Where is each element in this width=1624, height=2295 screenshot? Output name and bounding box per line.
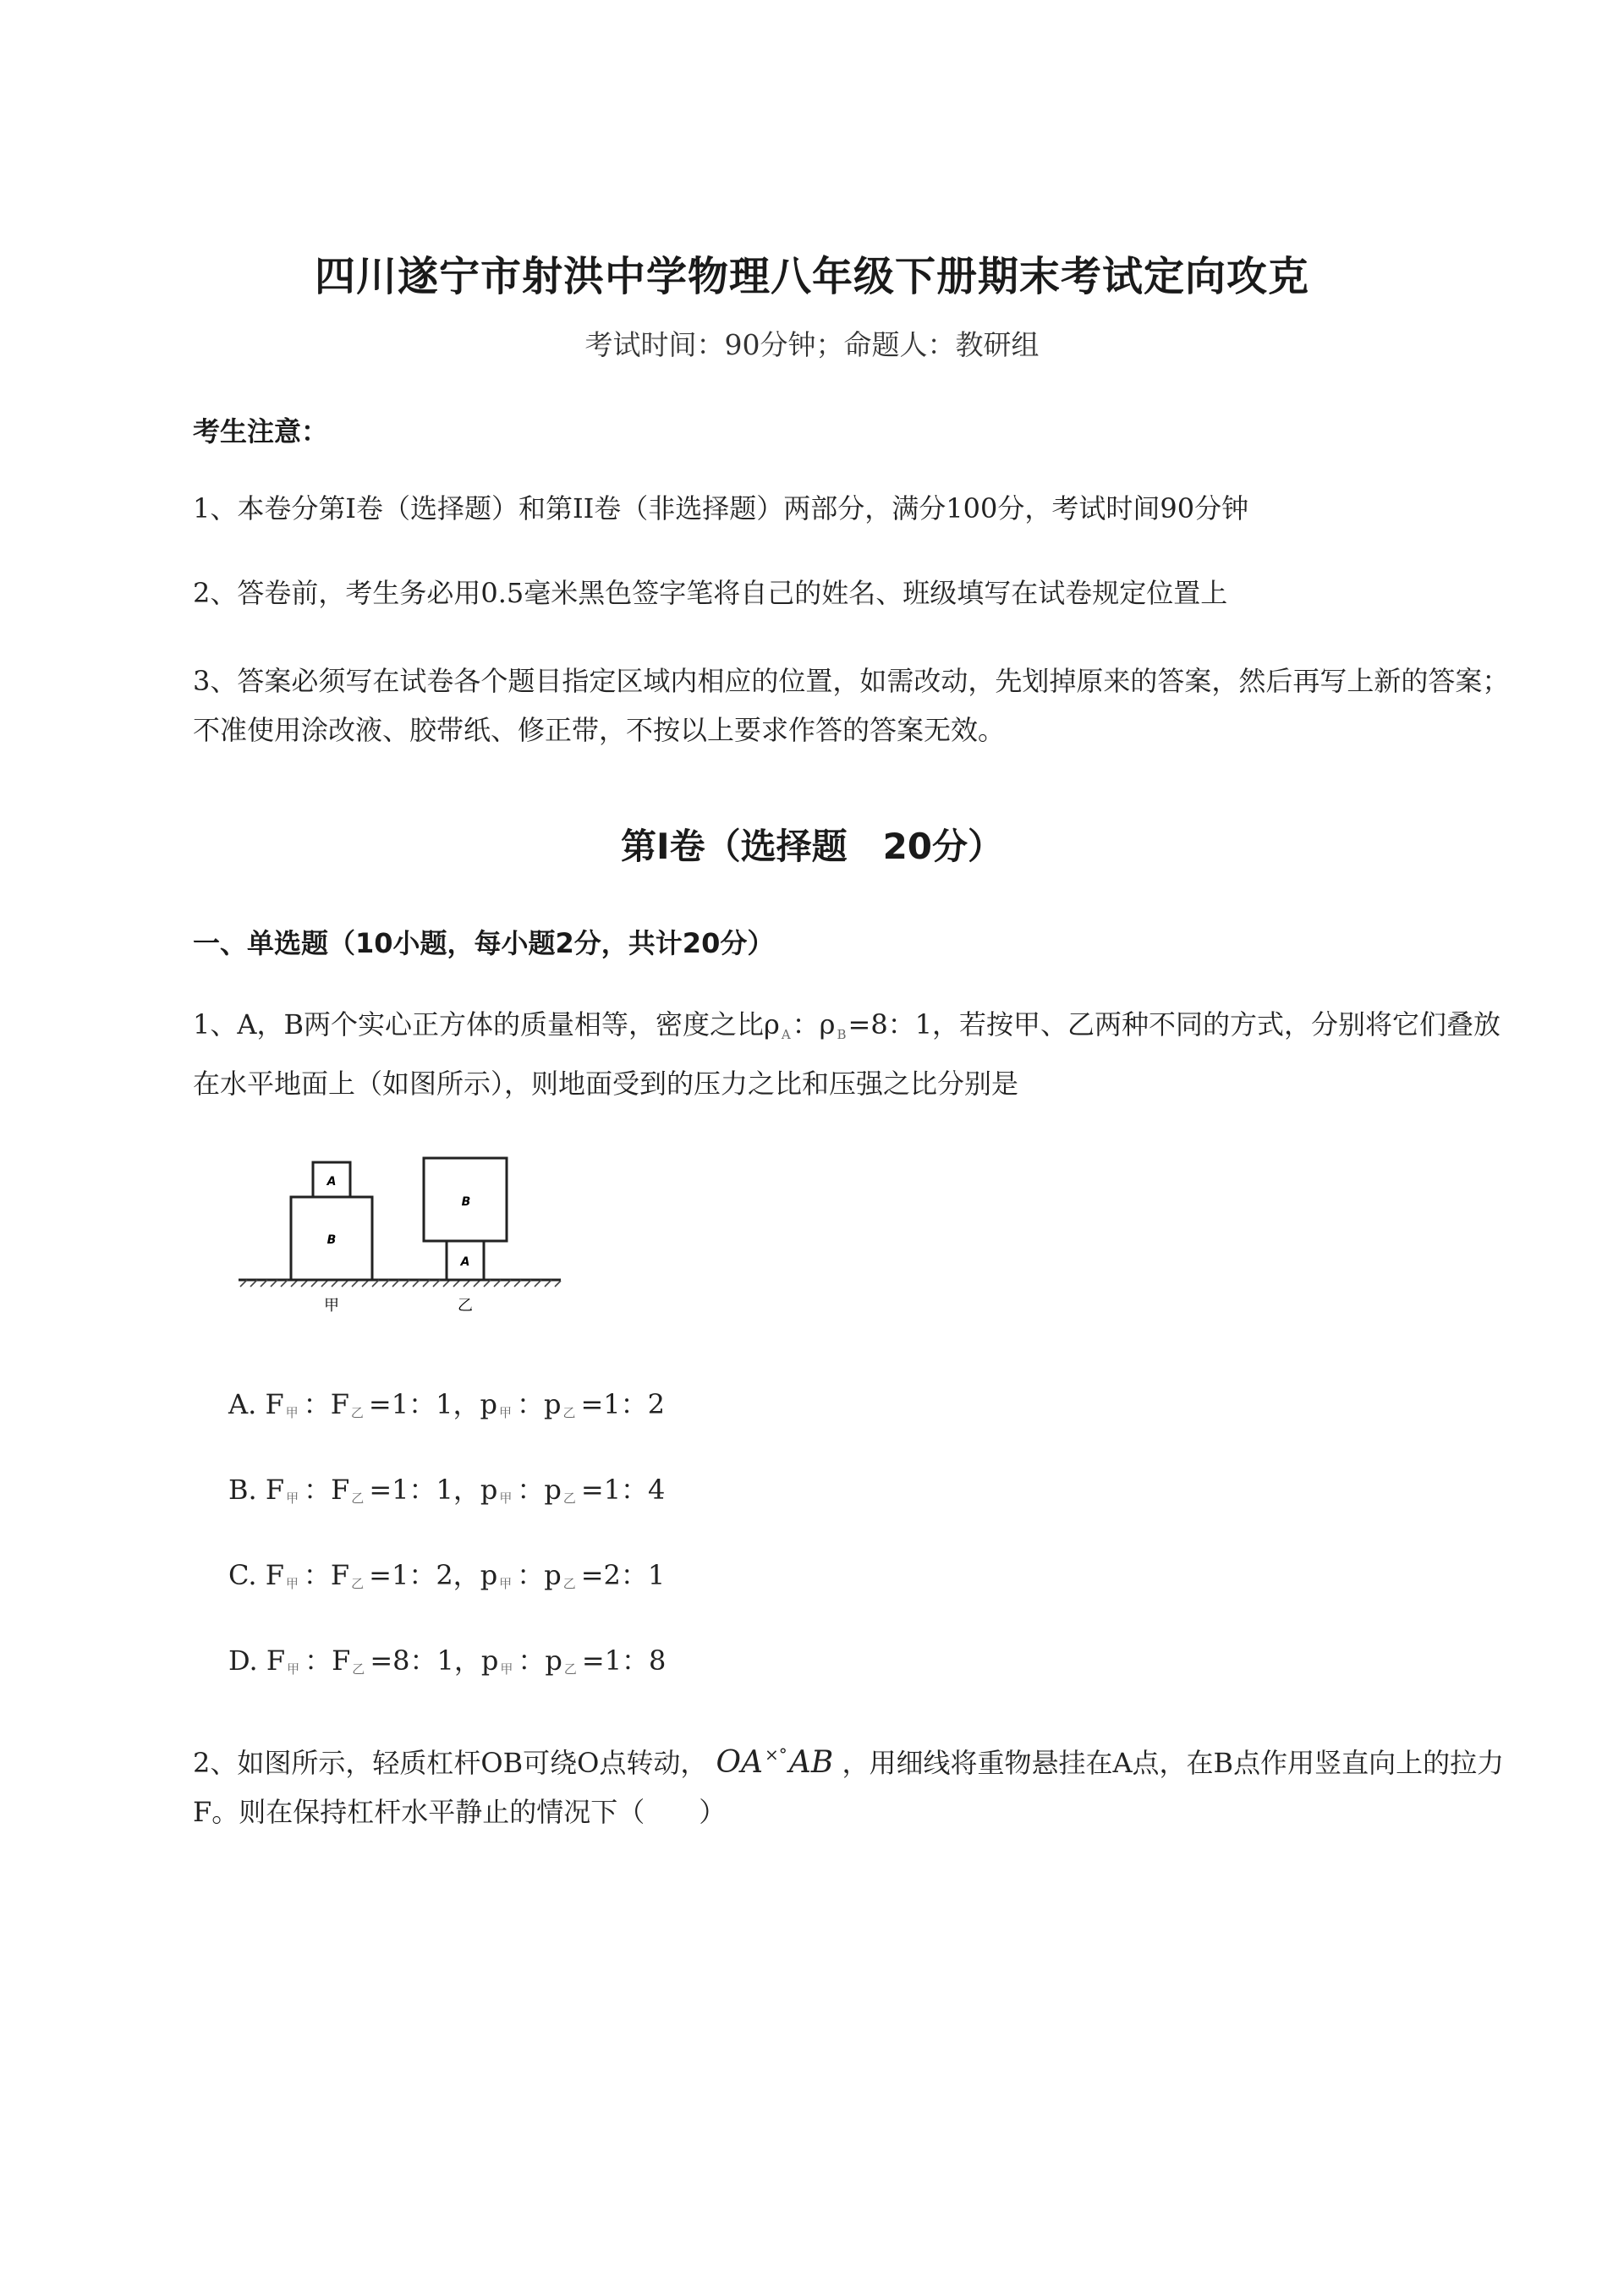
option-letter: A. xyxy=(228,1388,257,1420)
exam-info: 考试时间：90分钟；命题人：教研组 xyxy=(584,328,1040,361)
q2-text-b: ，用细线将重物悬挂在A点，在B点作用竖直向上的拉力F。则在保持杠杆水平静止的情况下（ ） xyxy=(193,1747,1505,1828)
option-letter: C. xyxy=(228,1559,257,1591)
q1-text-a: 1、A，B两个实心正方体的质量相等，密度之比ρ xyxy=(193,1008,780,1040)
option-letter: B. xyxy=(228,1474,257,1506)
jia-label-a: A xyxy=(326,1175,337,1189)
q2-math-ab: AB xyxy=(788,1745,834,1780)
option-b[interactable]: B. F $_甲$ ：F $_乙$ =1：1，p $_甲$ ：p $_乙$ =1：4 xyxy=(228,1474,666,1506)
q1-text-b: ：ρ xyxy=(792,1008,836,1040)
q2-math-symbol: ×° xyxy=(765,1744,787,1765)
figure-label-yi: 乙 xyxy=(458,1297,473,1315)
section-title: 第I卷（选择题 20分） xyxy=(620,826,1004,867)
q2-math-oa: OA xyxy=(716,1745,764,1780)
question-1-stem xyxy=(193,1000,1525,1108)
option-d[interactable]: D. F $_甲$ ：F $_乙$ =8：1，p $_甲$ ：p $_乙$ =1：8 xyxy=(228,1644,667,1677)
notice-item-2: 2、答卷前，考生务必用0.5毫米黑色签字笔将自己的姓名、班级填写在试卷规定位置上 xyxy=(193,577,1228,609)
option-pressure-ratio: =1：2 xyxy=(580,1388,666,1420)
yi-label-a: A xyxy=(460,1255,470,1269)
notice-heading: 考生注意： xyxy=(193,415,329,447)
option-a[interactable]: A. F $_甲$ ：F $_乙$ =1：1，p $_甲$ ：p $_乙$ =1：2 xyxy=(228,1388,666,1420)
q2-text-a: 2、如图所示，轻质杠杆OB可绕O点转动， xyxy=(193,1747,708,1779)
option-force-ratio: =8：1， xyxy=(370,1644,481,1677)
q1-text-c: =8：1，若按甲、乙两种不同的方式，分别将它们叠放在水平地面上（如图所示），则地面受到的压力之比和压强之比分别是 xyxy=(193,1008,1501,1100)
notice-item-3: 3、答案必须写在试卷各个题目指定区域内相应的位置，如需改动，先划掉原来的答案，然后再写上新的答案；不准使用涂改液、胶带纸、修正带，不按以上要求作答的答案无效。 xyxy=(193,665,1510,746)
part-heading: 一、单选题（10小题，每小题2分，共计20分） xyxy=(193,927,775,959)
yi-label-b: B xyxy=(461,1195,471,1209)
option-force-ratio: =1：1， xyxy=(368,1388,480,1420)
q1-sub-a: A xyxy=(781,1027,791,1042)
option-pressure-ratio: =2：1 xyxy=(580,1559,666,1591)
option-force-ratio: =1：1， xyxy=(369,1474,480,1506)
option-pressure-ratio: =1：8 xyxy=(581,1644,667,1677)
q1-sub-b: B xyxy=(837,1027,847,1042)
question-1-figure xyxy=(228,1155,567,1324)
option-c[interactable]: C. F $_甲$ ：F $_乙$ =1：2，p $_甲$ ：p $_乙$ =2：1 xyxy=(228,1559,666,1591)
ground-line xyxy=(239,1280,561,1287)
notice-item-1: 1、本卷分第I卷（选择题）和第II卷（非选择题）两部分，满分100分，考试时间90分钟 xyxy=(193,492,1249,524)
jia-label-b: B xyxy=(326,1233,337,1247)
option-letter: D. xyxy=(228,1644,258,1677)
figure-label-jia: 甲 xyxy=(324,1297,339,1315)
option-pressure-ratio: =1：4 xyxy=(580,1474,666,1506)
option-force-ratio: =1：2， xyxy=(369,1559,480,1591)
page-title: 四川遂宁市射洪中学物理八年级下册期末考试定向攻克 xyxy=(314,253,1309,300)
question-2-stem xyxy=(193,1730,1525,1837)
